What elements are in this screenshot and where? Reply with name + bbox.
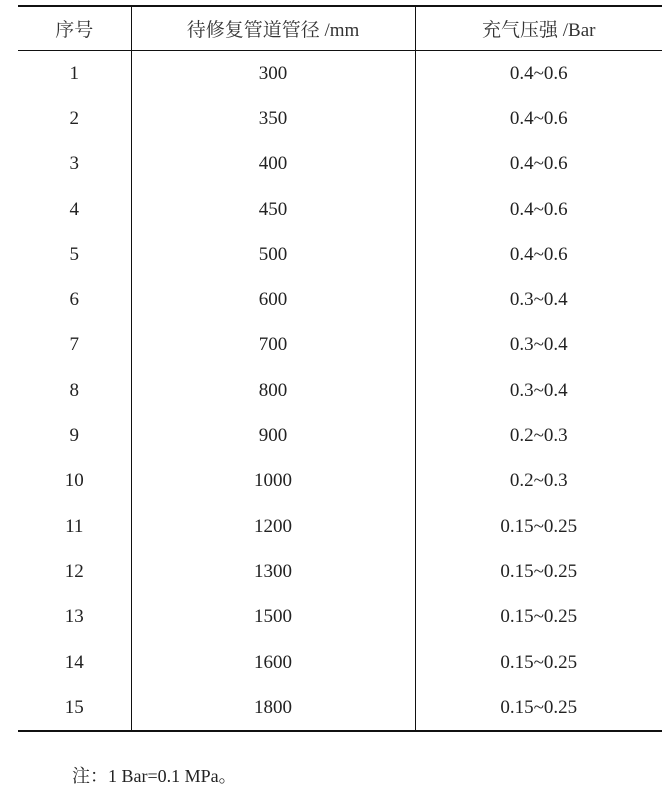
- inflation-pressure-cell: 0.2~0.3: [415, 459, 662, 504]
- inflation-pressure-cell: 0.15~0.25: [415, 549, 662, 594]
- inflation-pressure-cell: 0.4~0.6: [415, 187, 662, 232]
- pipe-diameter-cell: 1000: [131, 459, 415, 504]
- serial-number-cell: 6: [69, 289, 79, 311]
- inflation-pressure-cell: 0.15~0.25: [415, 504, 662, 549]
- serial-number-cell: 12: [64, 560, 84, 582]
- table-row: [18, 232, 662, 277]
- pipe-diameter-cell: 800: [131, 368, 415, 413]
- pipe-diameter-cell: 1300: [131, 549, 415, 594]
- pipe-diameter-cell: 1600: [131, 640, 415, 685]
- serial-number-cell: 14: [64, 651, 84, 673]
- table-row: [18, 640, 662, 685]
- table-row: [18, 96, 662, 141]
- inflation-pressure-cell: 0.3~0.4: [415, 277, 662, 322]
- table-footnote: 注：1 Bar=0.1 MPa。: [72, 766, 237, 786]
- table-body: [18, 51, 662, 732]
- serial-number-cell: 5: [69, 243, 79, 265]
- pipe-diameter-cell: 700: [131, 323, 415, 368]
- table-row: [18, 685, 662, 731]
- serial-number-cell: 2: [69, 107, 79, 129]
- pipe-diameter-cell: 400: [131, 142, 415, 187]
- serial-number-cell: 7: [69, 334, 79, 356]
- table-row: [18, 51, 662, 97]
- header-serial-number: 序号: [55, 20, 94, 41]
- pipe-diameter-cell: 500: [131, 232, 415, 277]
- table-row: [18, 142, 662, 187]
- table-row: [18, 187, 662, 232]
- pipe-diameter-cell: 1800: [131, 685, 415, 731]
- serial-number-cell: 11: [65, 515, 84, 537]
- inflation-pressure-cell: 0.3~0.4: [415, 368, 662, 413]
- inflation-pressure-cell: 0.4~0.6: [415, 142, 662, 187]
- serial-number-cell: 15: [64, 696, 84, 718]
- serial-number-cell: 1: [69, 62, 79, 84]
- serial-number-cell: 4: [69, 198, 79, 220]
- pipe-diameter-cell: 1200: [131, 504, 415, 549]
- table-row: [18, 504, 662, 549]
- table-row: [18, 413, 662, 458]
- table-row: [18, 323, 662, 368]
- pipe-diameter-cell: 900: [131, 413, 415, 458]
- header-inflation-pressure: 充气压强 /Bar: [415, 6, 662, 51]
- serial-number-cell: 8: [69, 379, 79, 401]
- pressure-table-container: [18, 5, 662, 732]
- pipe-diameter-cell: 350: [131, 96, 415, 141]
- header-row: [18, 6, 662, 51]
- serial-number-cell: 3: [69, 153, 79, 175]
- serial-number-cell: 9: [69, 425, 79, 447]
- pressure-table: [18, 5, 662, 732]
- inflation-pressure-cell: 0.4~0.6: [415, 232, 662, 277]
- table-row: [18, 368, 662, 413]
- pipe-diameter-cell: 1500: [131, 595, 415, 640]
- inflation-pressure-cell: 0.4~0.6: [415, 96, 662, 141]
- header-pipe-diameter: 待修复管道管径 /mm: [131, 6, 415, 51]
- table-header: [18, 6, 662, 51]
- table-row: [18, 549, 662, 594]
- inflation-pressure-cell: 0.3~0.4: [415, 323, 662, 368]
- pipe-diameter-cell: 300: [131, 51, 415, 97]
- pipe-diameter-cell: 600: [131, 277, 415, 322]
- pipe-diameter-cell: 450: [131, 187, 415, 232]
- inflation-pressure-cell: 0.15~0.25: [415, 595, 662, 640]
- table-row: [18, 459, 662, 504]
- inflation-pressure-cell: 0.15~0.25: [415, 640, 662, 685]
- inflation-pressure-cell: 0.2~0.3: [415, 413, 662, 458]
- inflation-pressure-cell: 0.4~0.6: [415, 51, 662, 97]
- table-row: [18, 595, 662, 640]
- table-row: [18, 277, 662, 322]
- serial-number-cell: 13: [64, 606, 84, 628]
- serial-number-cell: 10: [64, 470, 84, 492]
- inflation-pressure-cell: 0.15~0.25: [415, 685, 662, 731]
